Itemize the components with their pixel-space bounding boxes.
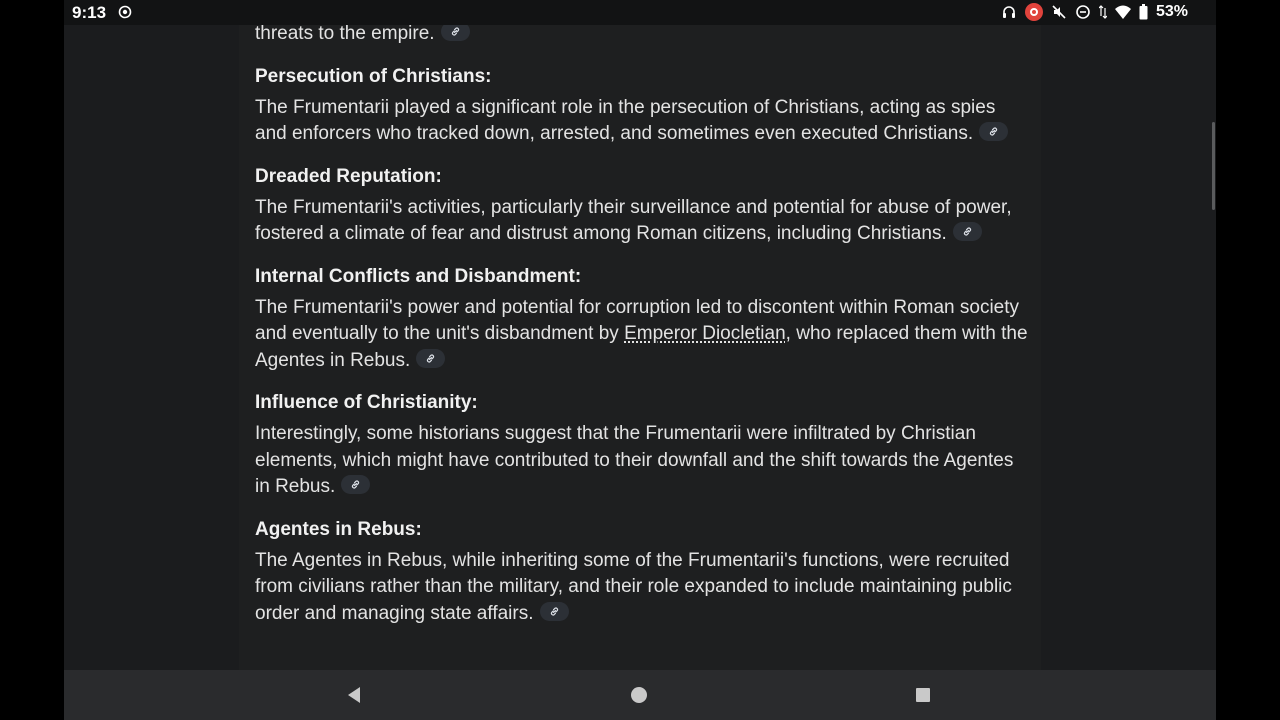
battery-percentage: 53% bbox=[1155, 3, 1188, 20]
paragraph-text: The Frumentarii's power and potential for corruption led to discontent within Roman society and eventually to the unit's disbandment by bbox=[255, 296, 1020, 344]
paragraph-text: Interestingly, some historians suggest that the Frumentarii were infiltrated by Christian elements, which might have contributed to their downfall and the shift towards the Agentes in Rebus. bbox=[255, 423, 1014, 497]
link-icon bbox=[350, 479, 361, 490]
link-icon bbox=[549, 606, 560, 617]
section-heading: Agentes in Rebus: bbox=[255, 518, 422, 540]
source-link-chip[interactable] bbox=[441, 25, 470, 41]
screen-record-icon bbox=[1025, 3, 1043, 21]
section-persecution bbox=[255, 64, 1030, 148]
section-paragraph bbox=[255, 295, 1030, 375]
headphones-icon bbox=[1001, 4, 1017, 20]
link-icon bbox=[962, 226, 973, 237]
source-link-chip[interactable] bbox=[953, 222, 982, 241]
source-link-chip[interactable] bbox=[416, 349, 445, 368]
source-link-chip[interactable] bbox=[540, 602, 569, 621]
data-arrows-icon bbox=[1099, 4, 1107, 20]
section-reputation bbox=[255, 164, 1030, 248]
wifi-icon bbox=[1115, 4, 1131, 20]
section-disbandment bbox=[255, 264, 1030, 375]
section-paragraph bbox=[255, 421, 1030, 501]
recents-icon[interactable] bbox=[916, 688, 930, 702]
status-icons bbox=[1001, 3, 1188, 21]
back-icon[interactable] bbox=[345, 686, 363, 704]
link-icon bbox=[425, 353, 436, 364]
section-heading: Influence of Christianity: bbox=[255, 392, 478, 413]
section-heading: Persecution of Christians: bbox=[255, 65, 492, 87]
paragraph-text: , who replaced them with the Agentes in Rebus. bbox=[255, 323, 1028, 371]
mute-icon bbox=[1051, 4, 1067, 20]
section-paragraph bbox=[255, 95, 1030, 148]
section-christianity bbox=[255, 390, 1030, 501]
clock: 9:13 bbox=[72, 3, 107, 22]
navigation-bar bbox=[64, 670, 1216, 720]
section-paragraph bbox=[255, 195, 1030, 248]
chat-response-content[interactable] bbox=[239, 25, 1041, 670]
source-link-chip[interactable] bbox=[341, 475, 370, 494]
section-paragraph bbox=[255, 548, 1030, 628]
battery-icon bbox=[1139, 4, 1148, 20]
scrollbar-thumb[interactable] bbox=[1212, 122, 1215, 210]
paragraph-text: threats to the empire. bbox=[255, 25, 435, 44]
paragraph-text: The Frumentarii played a significant role in the persecution of Christians, acting as spies and enforcers who tracked down, arrested, and sometimes even executed Christians. bbox=[255, 96, 996, 144]
settings-icon bbox=[118, 5, 132, 19]
do-not-disturb-icon bbox=[1075, 4, 1091, 20]
home-icon[interactable] bbox=[631, 687, 647, 703]
status-bar bbox=[64, 0, 1216, 25]
section-heading: Dreaded Reputation: bbox=[255, 165, 442, 187]
paragraph-text: The Frumentarii's activities, particularly their surveillance and potential for abuse of power, fostered a climate of fear and distrust among Roman citizens, including Christians. bbox=[255, 196, 1012, 244]
link-icon bbox=[450, 26, 461, 37]
source-link-chip[interactable] bbox=[979, 122, 1008, 141]
section-agentes bbox=[255, 517, 1030, 628]
emperor-diocletian-link[interactable]: Emperor Diocletian bbox=[624, 323, 786, 344]
device-screen bbox=[64, 0, 1216, 720]
intro-tail-paragraph bbox=[255, 25, 1030, 48]
paragraph-text: The Agentes in Rebus, while inheriting some of the Frumentarii's functions, were recruited from civilians rather than the military, and their role expanded to include maintaining public order and managing state affairs. bbox=[255, 549, 1012, 624]
link-icon bbox=[988, 126, 999, 137]
section-heading: Internal Conflicts and Disbandment: bbox=[255, 265, 582, 287]
response-article bbox=[255, 25, 1030, 643]
